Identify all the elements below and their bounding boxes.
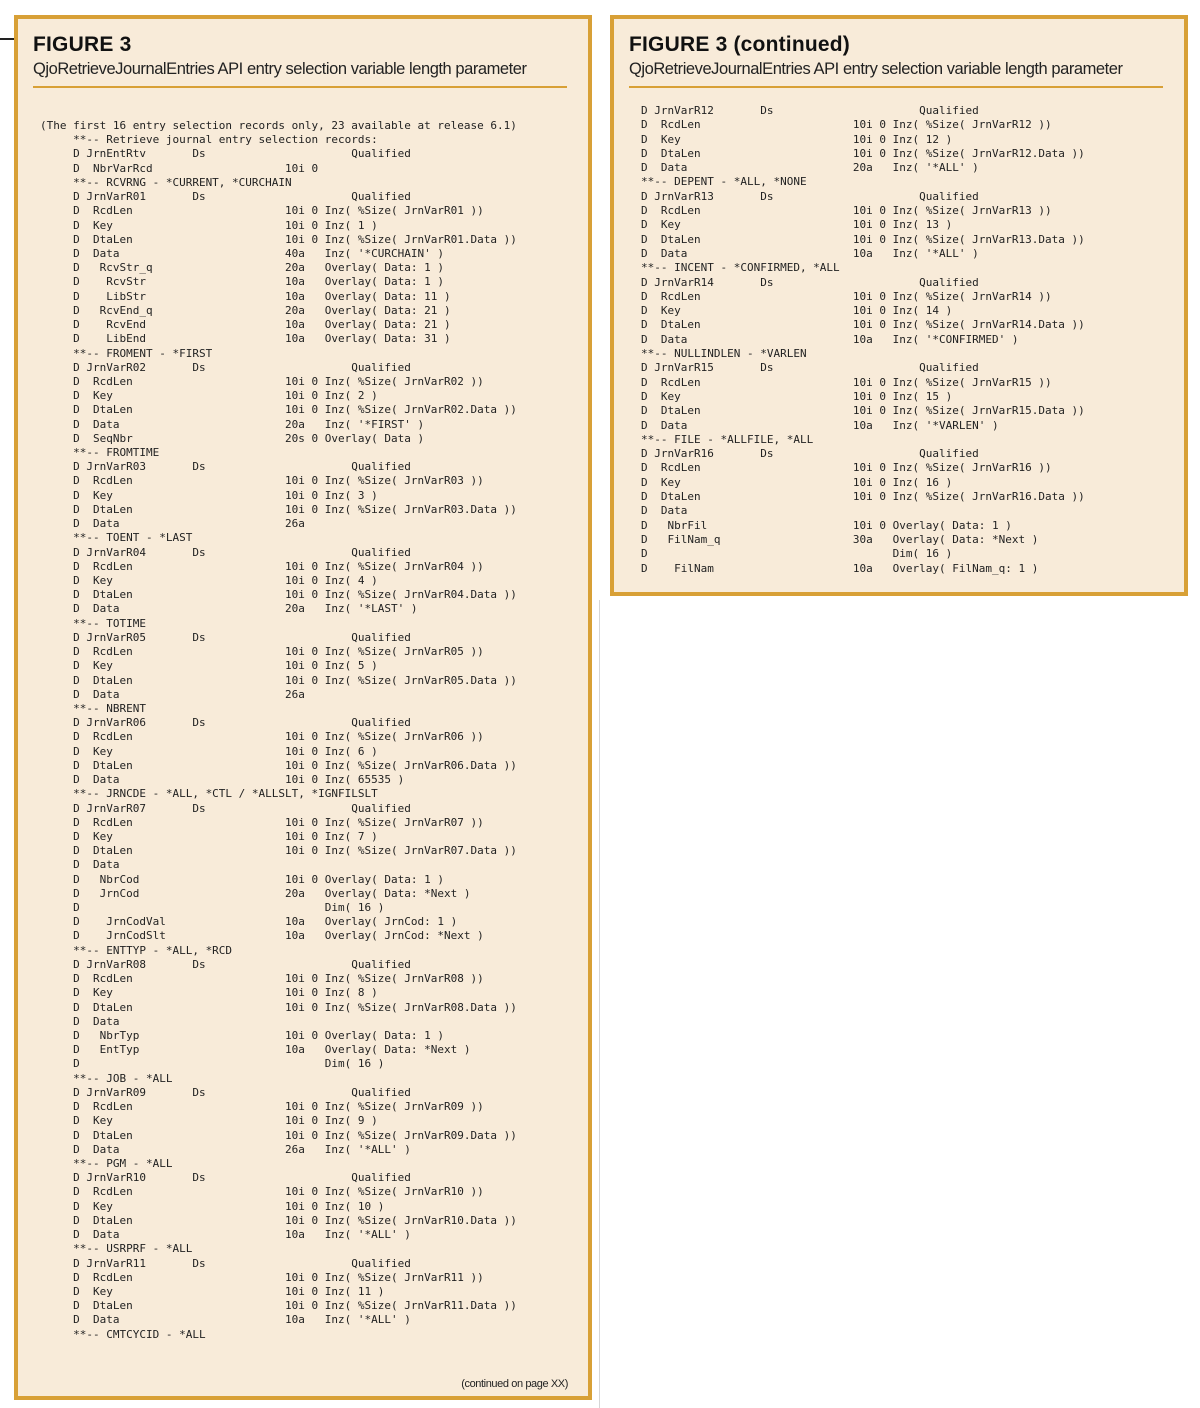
- code-line: D Data: [40, 1014, 120, 1028]
- code-line: D JrnVarR10 Ds Qualified: [40, 1171, 411, 1185]
- code-line: **-- PGM - *ALL: [40, 1156, 173, 1170]
- code-line: D DtaLen 10i 0 Inz( %Size( JrnVarR02.Data )): [40, 403, 517, 417]
- code-line: D Data 40a Inz( '*CURCHAIN' ): [40, 246, 444, 260]
- code-line: D DtaLen 10i 0 Inz( %Size( JrnVarR14.Data )): [641, 318, 1085, 332]
- code-line: D JrnVarR14 Ds Qualified: [641, 275, 979, 289]
- code-line: D JrnVarR08 Ds Qualified: [40, 957, 411, 971]
- code-line: D Key 10i 0 Inz( 12 ): [641, 132, 953, 146]
- code-line: D LibStr 10a Overlay( Data: 11 ): [40, 289, 451, 303]
- title-rule: [33, 86, 567, 88]
- code-line: D DtaLen 10i 0 Inz( %Size( JrnVarR08.Data )): [40, 1000, 517, 1014]
- code-line: **-- JRNCDE - *ALL, *CTL / *ALLSLT, *IGNFILSLT: [40, 787, 378, 801]
- code-line: D Data 26a: [40, 517, 305, 531]
- code-line: D DtaLen 10i 0 Inz( %Size( JrnVarR15.Data )): [641, 404, 1085, 418]
- code-line: D RcvStr_q 20a Overlay( Data: 1 ): [40, 261, 444, 275]
- code-line: D Key 10i 0 Inz( 7 ): [40, 829, 378, 843]
- code-listing: [40, 119, 517, 1342]
- code-line: **-- FROMENT - *FIRST: [40, 346, 213, 360]
- code-line: D JrnEntRtv Ds Qualified: [40, 147, 411, 161]
- code-line: D Dim( 16 ): [40, 1057, 385, 1071]
- code-line: D JrnVarR13 Ds Qualified: [641, 189, 979, 203]
- code-line: **-- NBRENT: [40, 701, 146, 715]
- code-line: D Key 10i 0 Inz( 9 ): [40, 1114, 378, 1128]
- code-line: **-- USRPRF - *ALL: [40, 1242, 193, 1256]
- code-line: D Key 10i 0 Inz( 13 ): [641, 218, 953, 232]
- code-line: D Data: [40, 858, 120, 872]
- title-rule: [629, 86, 1163, 88]
- code-line: D DtaLen 10i 0 Inz( %Size( JrnVarR04.Data )): [40, 588, 517, 602]
- code-line: D RcdLen 10i 0 Inz( %Size( JrnVarR10 )): [40, 1185, 484, 1199]
- code-line: D Data 10a Inz( '*ALL' ): [40, 1228, 411, 1242]
- figure-title: FIGURE 3: [33, 33, 132, 56]
- code-line: D JrnVarR02 Ds Qualified: [40, 360, 411, 374]
- code-line: D DtaLen 10i 0 Inz( %Size( JrnVarR07.Data )): [40, 844, 517, 858]
- code-line: D Key 10i 0 Inz( 4 ): [40, 574, 378, 587]
- code-line: D Key 10i 0 Inz( 15 ): [641, 389, 953, 403]
- code-line: D Key 10i 0 Inz( 16 ): [641, 475, 953, 489]
- code-line: D DtaLen 10i 0 Inz( %Size( JrnVarR11.Data )): [40, 1299, 517, 1313]
- code-line: D RcdLen 10i 0 Inz( %Size( JrnVarR04 )): [40, 559, 484, 573]
- code-line: D NbrCod 10i 0 Overlay( Data: 1 ): [40, 872, 444, 886]
- code-line: D JrnVarR01 Ds Qualified: [40, 190, 411, 204]
- code-line: D Key 10i 0 Inz( 11 ): [40, 1284, 385, 1298]
- code-line: D SeqNbr 20s 0 Overlay( Data ): [40, 431, 425, 445]
- code-line: D JrnVarR07 Ds Qualified: [40, 801, 411, 815]
- code-line: D JrnVarR04 Ds Qualified: [40, 545, 411, 559]
- code-line: D JrnVarR12 Ds Qualified: [641, 104, 979, 117]
- code-line: **-- TOENT - *LAST: [40, 531, 193, 545]
- code-line: D RcvEnd 10a Overlay( Data: 21 ): [40, 318, 451, 332]
- code-line: D RcdLen 10i 0 Inz( %Size( JrnVarR14 )): [641, 289, 1052, 303]
- code-line: D Dim( 16 ): [40, 901, 385, 915]
- code-line: D NbrFil 10i 0 Overlay( Data: 1 ): [641, 518, 1012, 532]
- code-line: **-- TOTIME: [40, 616, 146, 630]
- code-line: D RcdLen 10i 0 Inz( %Size( JrnVarR09 )): [40, 1100, 484, 1114]
- code-line: **-- FILE - *ALLFILE, *ALL: [641, 432, 814, 446]
- code-listing: [641, 104, 1085, 576]
- code-line: D RcdLen 10i 0 Inz( %Size( JrnVarR08 )): [40, 972, 484, 986]
- code-line: D EntTyp 10a Overlay( Data: *Next ): [40, 1043, 471, 1057]
- code-line: D Data 10a Inz( '*VARLEN' ): [641, 418, 999, 432]
- column-divider: [599, 600, 600, 1408]
- figure-subtitle: QjoRetrieveJournalEntries API entry selection variable length parameter: [33, 60, 527, 78]
- code-line: D RcdLen 10i 0 Inz( %Size( JrnVarR16 )): [641, 461, 1052, 475]
- code-line: D RcvStr 10a Overlay( Data: 1 ): [40, 275, 444, 289]
- code-line: D JrnCodVal 10a Overlay( JrnCod: 1 ): [40, 915, 458, 929]
- code-line: D Data 10i 0 Inz( 65535 ): [40, 773, 405, 787]
- code-line: D DtaLen 10i 0 Inz( %Size( JrnVarR13.Data )): [641, 232, 1085, 246]
- figure-3-continued-panel: [610, 15, 1188, 596]
- code-line: D RcdLen 10i 0 Inz( %Size( JrnVarR13 )): [641, 204, 1052, 218]
- code-line: D RcdLen 10i 0 Inz( %Size( JrnVarR11 )): [40, 1270, 484, 1284]
- code-line: D JrnVarR05 Ds Qualified: [40, 630, 411, 644]
- code-line: **-- CMTCYCID - *ALL: [40, 1327, 206, 1341]
- code-line: D DtaLen 10i 0 Inz( %Size( JrnVarR16.Data )): [641, 490, 1085, 504]
- code-line: D Data 26a: [40, 687, 305, 701]
- code-line: D JrnVarR06 Ds Qualified: [40, 716, 411, 730]
- code-line: **-- FROMTIME: [40, 446, 160, 460]
- code-line: D Data 10a Inz( '*ALL' ): [40, 1313, 411, 1327]
- code-line: D RcdLen 10i 0 Inz( %Size( JrnVarR07 )): [40, 815, 484, 829]
- code-line: D NbrVarRcd 10i 0: [40, 161, 319, 175]
- code-line: **-- JOB - *ALL: [40, 1071, 173, 1085]
- code-line: D JrnVarR11 Ds Qualified: [40, 1256, 411, 1270]
- code-line: D DtaLen 10i 0 Inz( %Size( JrnVarR03.Data )): [40, 502, 517, 516]
- code-line: D JrnCodSlt 10a Overlay( JrnCod: *Next ): [40, 929, 484, 943]
- figure-subtitle: QjoRetrieveJournalEntries API entry selection variable length parameter: [629, 60, 1123, 78]
- code-line: **-- RCVRNG - *CURRENT, *CURCHAIN: [40, 175, 292, 189]
- continued-note: (continued on page XX): [461, 1378, 568, 1390]
- code-line: D RcdLen 10i 0 Inz( %Size( JrnVarR12 )): [641, 118, 1052, 132]
- code-line: D Data: [641, 504, 688, 518]
- code-line: D Key 10i 0 Inz( 8 ): [40, 986, 378, 1000]
- code-line: D Data 10a Inz( '*CONFIRMED' ): [641, 332, 1019, 346]
- code-line: **-- INCENT - *CONFIRMED, *ALL: [641, 261, 840, 275]
- code-line: D Key 10i 0 Inz( 3 ): [40, 488, 378, 502]
- code-line: D JrnVarR03 Ds Qualified: [40, 460, 411, 474]
- code-line: **-- NULLINDLEN - *VARLEN: [641, 347, 807, 361]
- code-line: D FilNam_q 30a Overlay( Data: *Next ): [641, 532, 1039, 546]
- code-line: D RcvEnd_q 20a Overlay( Data: 21 ): [40, 303, 451, 317]
- code-line: D Data 20a Inz( '*LAST' ): [40, 602, 418, 616]
- code-line: D FilNam 10a Overlay( FilNam_q: 1 ): [641, 561, 1039, 575]
- code-line: (The first 16 entry selection records only, 23 available at release 6.1): [40, 119, 517, 132]
- code-line: D Key 10i 0 Inz( 2 ): [40, 389, 378, 403]
- code-line: **-- DEPENT - *ALL, *NONE: [641, 175, 807, 189]
- code-line: D DtaLen 10i 0 Inz( %Size( JrnVarR05.Data )): [40, 673, 517, 687]
- code-line: D Dim( 16 ): [641, 547, 953, 561]
- code-line: D DtaLen 10i 0 Inz( %Size( JrnVarR10.Data )): [40, 1213, 517, 1227]
- code-line: D RcdLen 10i 0 Inz( %Size( JrnVarR02 )): [40, 374, 484, 388]
- code-line: D Key 10i 0 Inz( 14 ): [641, 304, 953, 318]
- code-line: D DtaLen 10i 0 Inz( %Size( JrnVarR09.Data )): [40, 1128, 517, 1142]
- code-line: D RcdLen 10i 0 Inz( %Size( JrnVarR03 )): [40, 474, 484, 488]
- code-line: D Key 10i 0 Inz( 1 ): [40, 218, 378, 232]
- code-line: D DtaLen 10i 0 Inz( %Size( JrnVarR01.Data )): [40, 232, 517, 246]
- code-line: **-- ENTTYP - *ALL, *RCD: [40, 943, 233, 957]
- code-line: D JrnCod 20a Overlay( Data: *Next ): [40, 886, 471, 900]
- code-line: D Key 10i 0 Inz( 5 ): [40, 659, 378, 673]
- code-line: D RcdLen 10i 0 Inz( %Size( JrnVarR06 )): [40, 730, 484, 744]
- code-line: D Data 20a Inz( '*ALL' ): [641, 161, 979, 175]
- code-line: **-- Retrieve journal entry selection records:: [40, 133, 378, 147]
- code-line: D JrnVarR09 Ds Qualified: [40, 1085, 411, 1099]
- code-line: D RcdLen 10i 0 Inz( %Size( JrnVarR01 )): [40, 204, 484, 218]
- code-line: D JrnVarR15 Ds Qualified: [641, 361, 979, 375]
- figure-3-panel: [14, 15, 592, 1400]
- code-line: D Key 10i 0 Inz( 10 ): [40, 1199, 385, 1213]
- code-line: D RcdLen 10i 0 Inz( %Size( JrnVarR15 )): [641, 375, 1052, 389]
- code-line: D JrnVarR16 Ds Qualified: [641, 447, 979, 461]
- code-line: D Data 20a Inz( '*FIRST' ): [40, 417, 425, 431]
- code-line: D LibEnd 10a Overlay( Data: 31 ): [40, 332, 451, 346]
- code-line: D NbrTyp 10i 0 Overlay( Data: 1 ): [40, 1029, 444, 1042]
- code-line: D Data 10a Inz( '*ALL' ): [641, 246, 979, 260]
- figure-title: FIGURE 3 (continued): [629, 33, 850, 56]
- code-line: D DtaLen 10i 0 Inz( %Size( JrnVarR12.Data )): [641, 146, 1085, 160]
- code-line: D Key 10i 0 Inz( 6 ): [40, 744, 378, 758]
- code-line: D RcdLen 10i 0 Inz( %Size( JrnVarR05 )): [40, 645, 484, 659]
- code-line: D DtaLen 10i 0 Inz( %Size( JrnVarR06.Data )): [40, 758, 517, 772]
- code-line: D Data 26a Inz( '*ALL' ): [40, 1142, 411, 1156]
